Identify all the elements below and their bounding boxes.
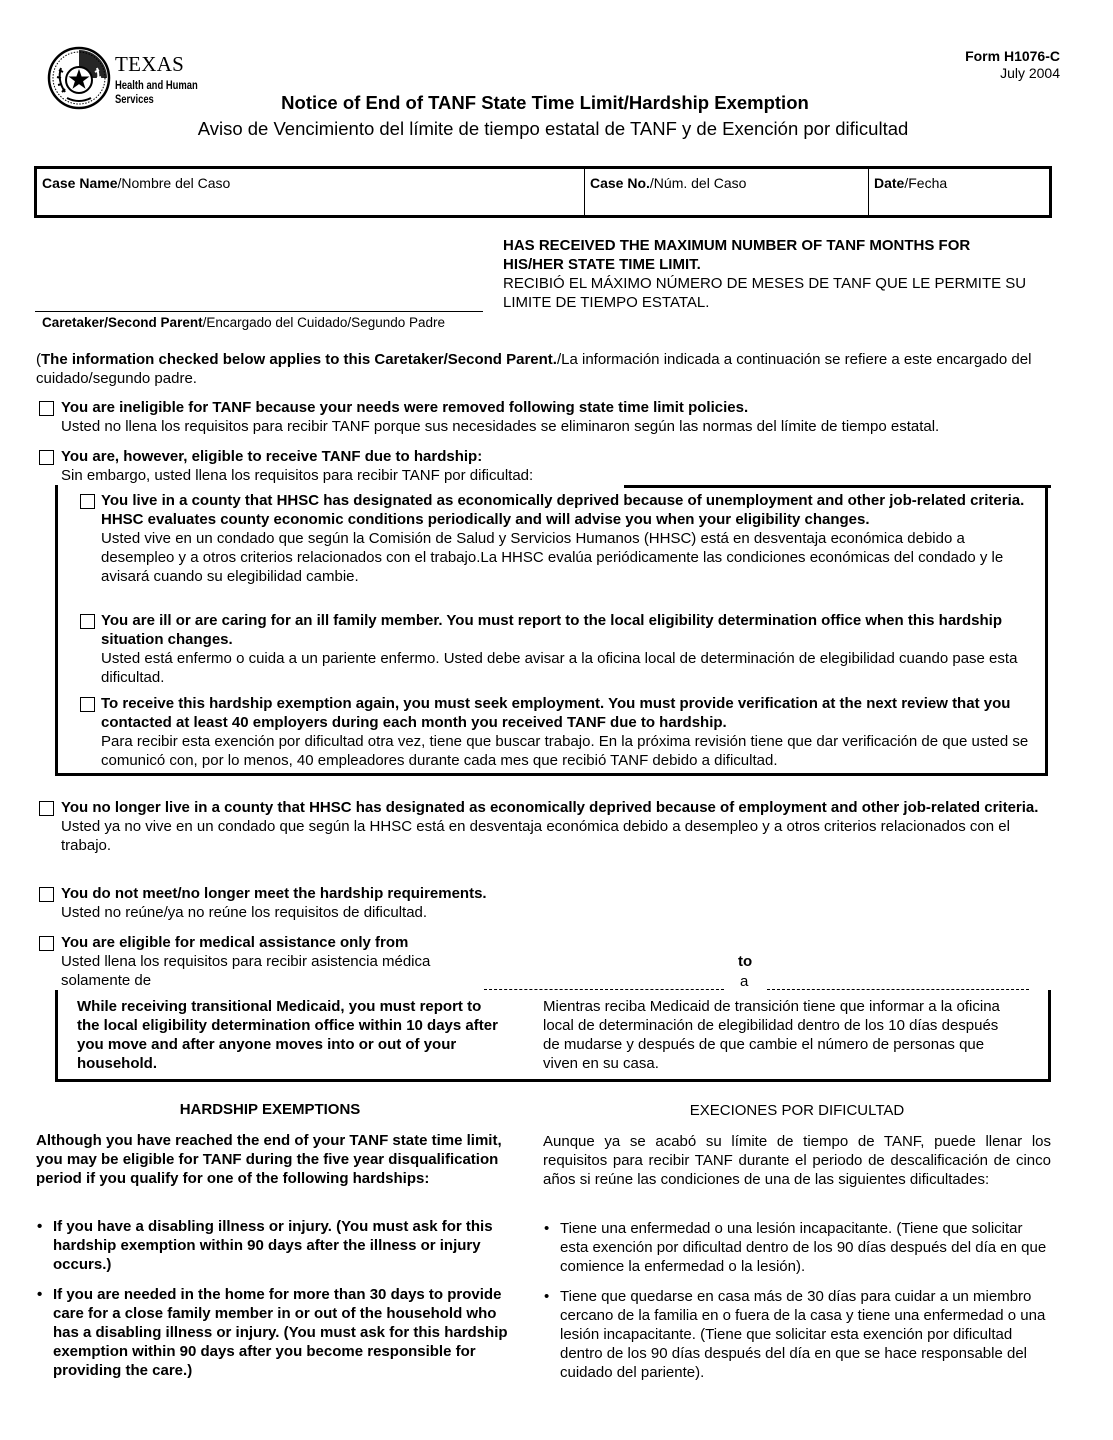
ineligible-checkbox[interactable] [39,401,54,416]
case-info-box [34,166,1052,218]
option-ill-family [101,611,1036,687]
option-not-meet-es: Usted no reúne/ya no reúne los requisitos de dificultad. [61,904,428,921]
option-medical-en: You are eligible for medical assistance only from [61,934,409,951]
info-instruction [36,350,1076,388]
option-seek-employment-es: Para recibir esta exención por dificultad otra vez, tiene que buscar trabajo. En la próxima revisión tiene que dar verificación de que usted se comunicó con, por lo menos, 40 empleadores durante cada mes que recibió TANF debido a dificultad. [101,733,1029,769]
info-es: /La información indicada a continuación se refiere a este encargado del cuidado/segundo padre. [36,351,1032,387]
caretaker-signature-line [35,311,483,312]
seek-employment-checkbox[interactable] [80,697,95,712]
hardship-exemptions-intro-es: Aunque ya se acabó su límite de tiempo de TANF, puede llenar los requisitos para recibir TANF durante el periodo de descalificación de cinco años si reúne las condiciones de una de las siguientes dificultades: [543,1133,1051,1188]
option-no-longer-county [61,798,1051,855]
medical-to-label-es: a [740,973,749,990]
date-field[interactable] [869,169,1049,215]
caretaker-label [42,315,445,330]
case-number-field[interactable] [585,169,869,215]
info-prefix: ( [36,351,41,368]
caretaker-label-es: /Encargado del Cuidado/Segundo Padre [202,315,446,330]
agency-subtitle-line1: Health and Human [115,80,198,92]
option-medical-es-line1: Usted llena los requisitos para recibir asistencia médica [61,953,431,970]
hardship-bullet-es: • Tiene una enfermedad o una lesión incapacitante. (Tiene que solicitar esta exención por dificultad dentro de los 90 días después del día en que comience la enfermedad o la lesión). [543,1219,1051,1276]
hardship-exemptions-heading-es: EXECIONES POR DIFICULTAD [689,1102,905,1119]
option-ineligible [61,398,1071,436]
medical-to-date-field[interactable] [767,968,1029,988]
no-longer-county-checkbox[interactable] [39,801,54,816]
option-county-deprived-en: You live in a county that HHSC has designated as economically deprived because of unemployment and other job-related criteria. HHSC evaluates county economic conditions periodically and will advise you when your eligibility changes. [101,492,1025,528]
hardship-exemptions-heading: HARDSHIP EXEMPTIONS [179,1101,361,1118]
option-medical-es-line2: solamente de [61,972,152,989]
option-seek-employment [101,694,1041,770]
max-months-statement [503,236,1063,312]
form-identifier [965,48,1060,82]
option-hardship [61,447,1071,485]
hardship-exemptions-list [36,1217,508,1380]
agency-name: TEXAS [115,52,185,76]
option-no-longer-county-en: You no longer live in a county that HHSC has designated as economically deprived because of employment and other job-related criteria. [61,799,1039,816]
hardship-exemptions-intro: Although you have reached the end of your TANF state time limit, you may be eligible for TANF during the five year disqualification period if you qualify for one of the following hardships: [36,1132,502,1187]
case-name-label: Case Name [42,175,118,191]
medical-to-label: to [738,953,753,970]
option-ineligible-en: You are ineligible for TANF because your needs were removed following state time limit policies. [61,399,749,416]
medicaid-note-es: Mientras reciba Medicaid de transición tiene que informar a la oficina local de determinación de elegibilidad dentro de los 10 días después de mudarse y después de que cambie el número de personas que viven en su casa. [543,998,1000,1072]
option-ineligible-es: Usted no llena los requisitos para recibir TANF porque sus necesidades se eliminaron según las normas del límite de tiempo estatal. [61,418,940,435]
option-hardship-en: You are, however, eligible to receive TANF due to hardship: [61,448,483,465]
agency-subtitle-line2: Services [115,94,154,106]
hardship-bullet: • If you have a disabling illness or injury. (You must ask for this hardship exemption within 90 days after the illness or injury occurs.) [36,1217,508,1274]
option-county-deprived [101,491,1036,586]
hardship-checkbox[interactable] [39,450,54,465]
option-not-meet-en: You do not meet/no longer meet the hardship requirements. [61,885,487,902]
max-months-en: HAS RECEIVED THE MAXIMUM NUMBER OF TANF MONTHS FOR HIS/HER STATE TIME LIMIT. [503,237,971,273]
hardship-bullet-es: • Tiene que quedarse en casa más de 30 días para cuidar a un miembro cercano de la familia en o fuera de la casa y tiene una enfermedad o una lesión incapacitante. (Tiene que solicitar esta exención por dificultad dentro de los 90 días después del día en que se hace responsable del cuidado del pariente). [543,1287,1051,1382]
info-en: The information checked below applies to this Caretaker/Second Parent. [41,351,557,368]
medicaid-note-en: While receiving transitional Medicaid, you must report to the local eligibility determination office within 10 days after you move and after anyone moves into or out of your household. [77,998,498,1072]
form-number: Form H1076-C [965,48,1060,64]
county-deprived-checkbox[interactable] [80,494,95,509]
option-ill-family-en: You are ill or are caring for an ill family member. You must report to the local eligibility determination office when this hardship situation changes. [101,612,1003,648]
form-date: July 2004 [1000,65,1060,81]
date-label: Date [874,175,905,191]
ill-family-checkbox[interactable] [80,614,95,629]
page-title: Notice of End of TANF State Time Limit/Hardship Exemption [281,92,809,113]
caretaker-label-en: Caretaker/Second Parent [42,315,203,330]
option-county-deprived-es: Usted vive en un condado que según la Comisión de Salud y Servicios Humanos (HHSC) está en desventaja económica debido a desempleo y a otros criterios relacionados con el trabajo.La HHSC evalúa periódicamente las condiciones económicas del condado y le avisará cuando su elegibilidad cambie. [101,530,1004,585]
hardship-exemptions-list-es [543,1219,1051,1382]
date-label-es: /Fecha [904,175,948,191]
case-name-field[interactable] [37,169,585,215]
case-number-label: Case No. [590,175,650,191]
page-title-spanish: Aviso de Vencimiento del límite de tiempo estatal de TANF y de Exención por dificultad [197,118,909,139]
option-no-longer-county-es: Usted ya no vive en un condado que según la HHSC está en desventaja económica debido a desempleo y a otros criterios relacionados con el trabajo. [61,818,1010,854]
option-seek-employment-en: To receive this hardship exemption again, you must seek employment. You must provide verification at the next review that you contacted at least 40 employers during each month you received TANF due to hardship. [101,695,1011,731]
option-medical-only [61,933,481,990]
max-months-es: RECIBIÓ EL MÁXIMO NÚMERO DE MESES DE TANF QUE LE PERMITE SU LIMITE DE TIEMPO ESTATAL. [503,275,1027,311]
medical-only-checkbox[interactable] [39,936,54,951]
not-meet-checkbox[interactable] [39,887,54,902]
option-hardship-es: Sin embargo, usted llena los requisitos para recibir TANF por dificultad: [61,467,534,484]
option-not-meet [61,884,1051,922]
caretaker-name-field[interactable] [35,285,483,309]
case-number-label-es: /Núm. del Caso [649,175,747,191]
hardship-bullet: • If you are needed in the home for more than 30 days to provide care for a close family member in or out of the household who has a disabling illness or injury. (You must ask for this hardship exemption within 90 days after you become responsible for providing the care.) [36,1285,508,1380]
option-ill-family-es: Usted está enfermo o cuida a un pariente enfermo. Usted debe avisar a la oficina local de determinación de elegibilidad cuando pase esta dificultad. [101,650,1018,686]
medical-from-date-field[interactable] [484,968,724,988]
case-name-label-es: /Nombre del Caso [117,175,231,191]
